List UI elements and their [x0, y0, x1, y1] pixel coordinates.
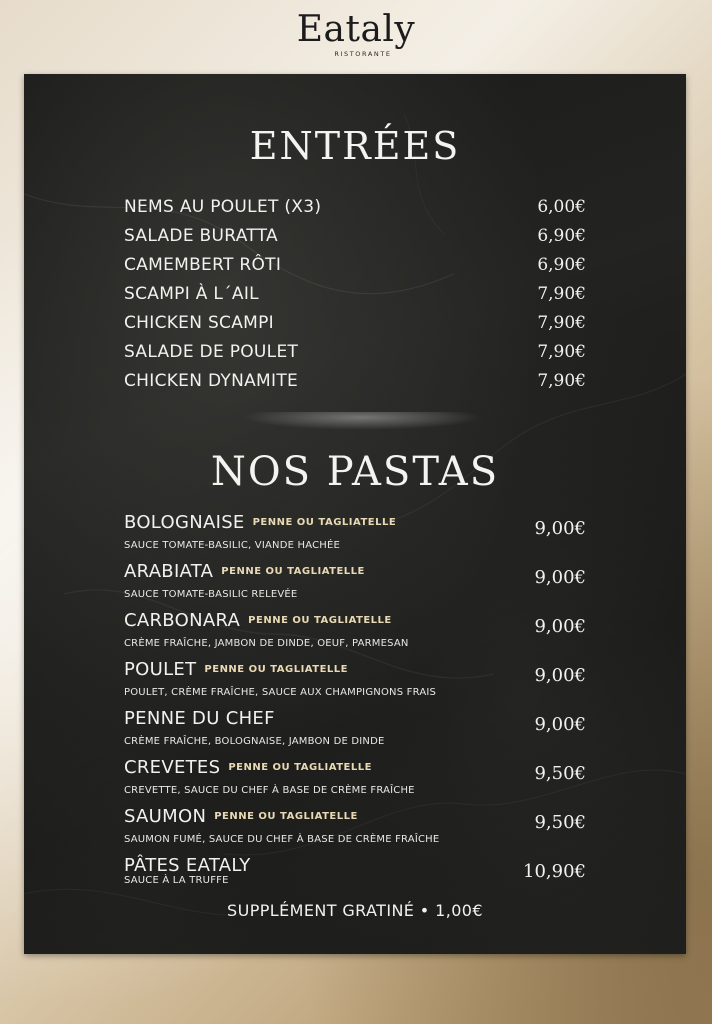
- pasta-option: PENNE OU TAGLIATELLE: [221, 566, 365, 577]
- entree-price: 6,90€: [537, 225, 586, 246]
- pasta-price: 9,00€: [534, 616, 586, 637]
- entree-price: 6,00€: [537, 196, 586, 217]
- entree-price: 7,90€: [537, 341, 586, 362]
- entrees-title: ENTRÉES: [249, 124, 461, 168]
- pasta-head: [124, 659, 348, 680]
- entree-item: [124, 192, 586, 221]
- pasta-description: CRÈME FRAÎCHE, JAMBON DE DINDE, OEUF, PARMESAN: [124, 638, 409, 649]
- pasta-item: [124, 511, 586, 560]
- pasta-name: POULET: [124, 659, 197, 680]
- pasta-item: [124, 805, 586, 854]
- pasta-item: [124, 707, 586, 756]
- pastas-list: [124, 511, 586, 903]
- section-divider: [242, 412, 482, 430]
- pasta-name: BOLOGNAISE: [124, 512, 245, 533]
- pasta-item: [124, 658, 586, 707]
- entree-name: CHICKEN DYNAMITE: [124, 370, 299, 391]
- entree-item: [124, 221, 586, 250]
- pasta-name: SAUMON: [124, 806, 207, 827]
- pasta-option: PENNE OU TAGLIATELLE: [248, 615, 392, 626]
- pasta-item: [124, 560, 586, 609]
- entree-item: [124, 366, 586, 395]
- pasta-head: [124, 512, 396, 533]
- pasta-head: [124, 806, 358, 827]
- entree-name: SALADE DE POULET: [124, 341, 299, 362]
- pasta-name: PENNE DU CHEF: [124, 708, 275, 729]
- pasta-price: 9,00€: [534, 518, 586, 539]
- pasta-price: 9,00€: [534, 567, 586, 588]
- pasta-description: SAUCE À LA TRUFFE: [124, 875, 229, 886]
- pasta-price: 10,90€: [523, 861, 586, 882]
- pasta-price: 9,00€: [534, 714, 586, 735]
- pasta-head: [124, 708, 283, 729]
- entree-name: CHICKEN SCAMPI: [124, 312, 274, 333]
- pasta-price: 9,50€: [534, 763, 586, 784]
- entree-price: 6,90€: [537, 254, 586, 275]
- logo-name: Eataly: [296, 9, 416, 50]
- entree-name: NEMS AU POULET (X3): [124, 196, 322, 217]
- pasta-description: POULET, CRÈME FRAÎCHE, SAUCE AUX CHAMPIGNONS FRAIS: [124, 687, 437, 698]
- entree-item: [124, 308, 586, 337]
- pasta-head: [124, 855, 259, 876]
- pasta-option: PENNE OU TAGLIATELLE: [252, 517, 397, 528]
- entree-name: SALADE BURATTA: [124, 225, 278, 246]
- pasta-description: SAUCE TOMATE-BASILIC, VIANDE HACHÉE: [124, 540, 341, 551]
- entree-name: SCAMPI À L´AIL: [124, 283, 259, 304]
- pasta-name: PÂTES EATALY: [124, 855, 251, 876]
- entree-price: 7,90€: [537, 312, 586, 333]
- entree-price: 7,90€: [537, 370, 586, 391]
- logo-subtitle: RISTORANTE: [334, 50, 392, 58]
- pasta-name: ARABIATA: [124, 561, 214, 582]
- pasta-price: 9,50€: [534, 812, 586, 833]
- pasta-name: CREVETES: [124, 757, 221, 778]
- pasta-description: CREVETTE, SAUCE DU CHEF À BASE DE CRÈME FRAÎCHE: [124, 785, 415, 796]
- entrees-list: [124, 192, 586, 395]
- entree-price: 7,90€: [537, 283, 586, 304]
- pasta-head: [124, 610, 392, 631]
- pasta-name: CARBONARA: [124, 610, 241, 631]
- pasta-item: [124, 756, 586, 805]
- entree-item: [124, 279, 586, 308]
- entree-item: [124, 337, 586, 366]
- pasta-item: [124, 609, 586, 658]
- pasta-price: 9,00€: [534, 665, 586, 686]
- entree-name: CAMEMBERT RÔTI: [124, 254, 282, 275]
- pasta-description: SAUCE TOMATE-BASILIC RELEVÉE: [124, 589, 298, 600]
- entree-item: [124, 250, 586, 279]
- menu-board: [24, 74, 686, 954]
- pasta-option: PENNE OU TAGLIATELLE: [228, 762, 372, 773]
- pastas-title: NOS PASTAS: [210, 449, 500, 495]
- logo: [0, 10, 712, 58]
- pasta-item: [124, 854, 586, 903]
- pasta-option: PENNE OU TAGLIATELLE: [204, 664, 348, 675]
- pasta-description: CRÈME FRAÎCHE, BOLOGNAISE, JAMBON DE DINDE: [124, 736, 385, 747]
- pasta-head: [124, 757, 372, 778]
- supplement-note: SUPPLÉMENT GRATINÉ • 1,00€: [227, 901, 483, 920]
- pasta-head: [124, 561, 365, 582]
- pasta-description: SAUMON FUMÉ, SAUCE DU CHEF À BASE DE CRÈME FRAÎCHE: [124, 834, 440, 845]
- pasta-option: PENNE OU TAGLIATELLE: [214, 811, 358, 822]
